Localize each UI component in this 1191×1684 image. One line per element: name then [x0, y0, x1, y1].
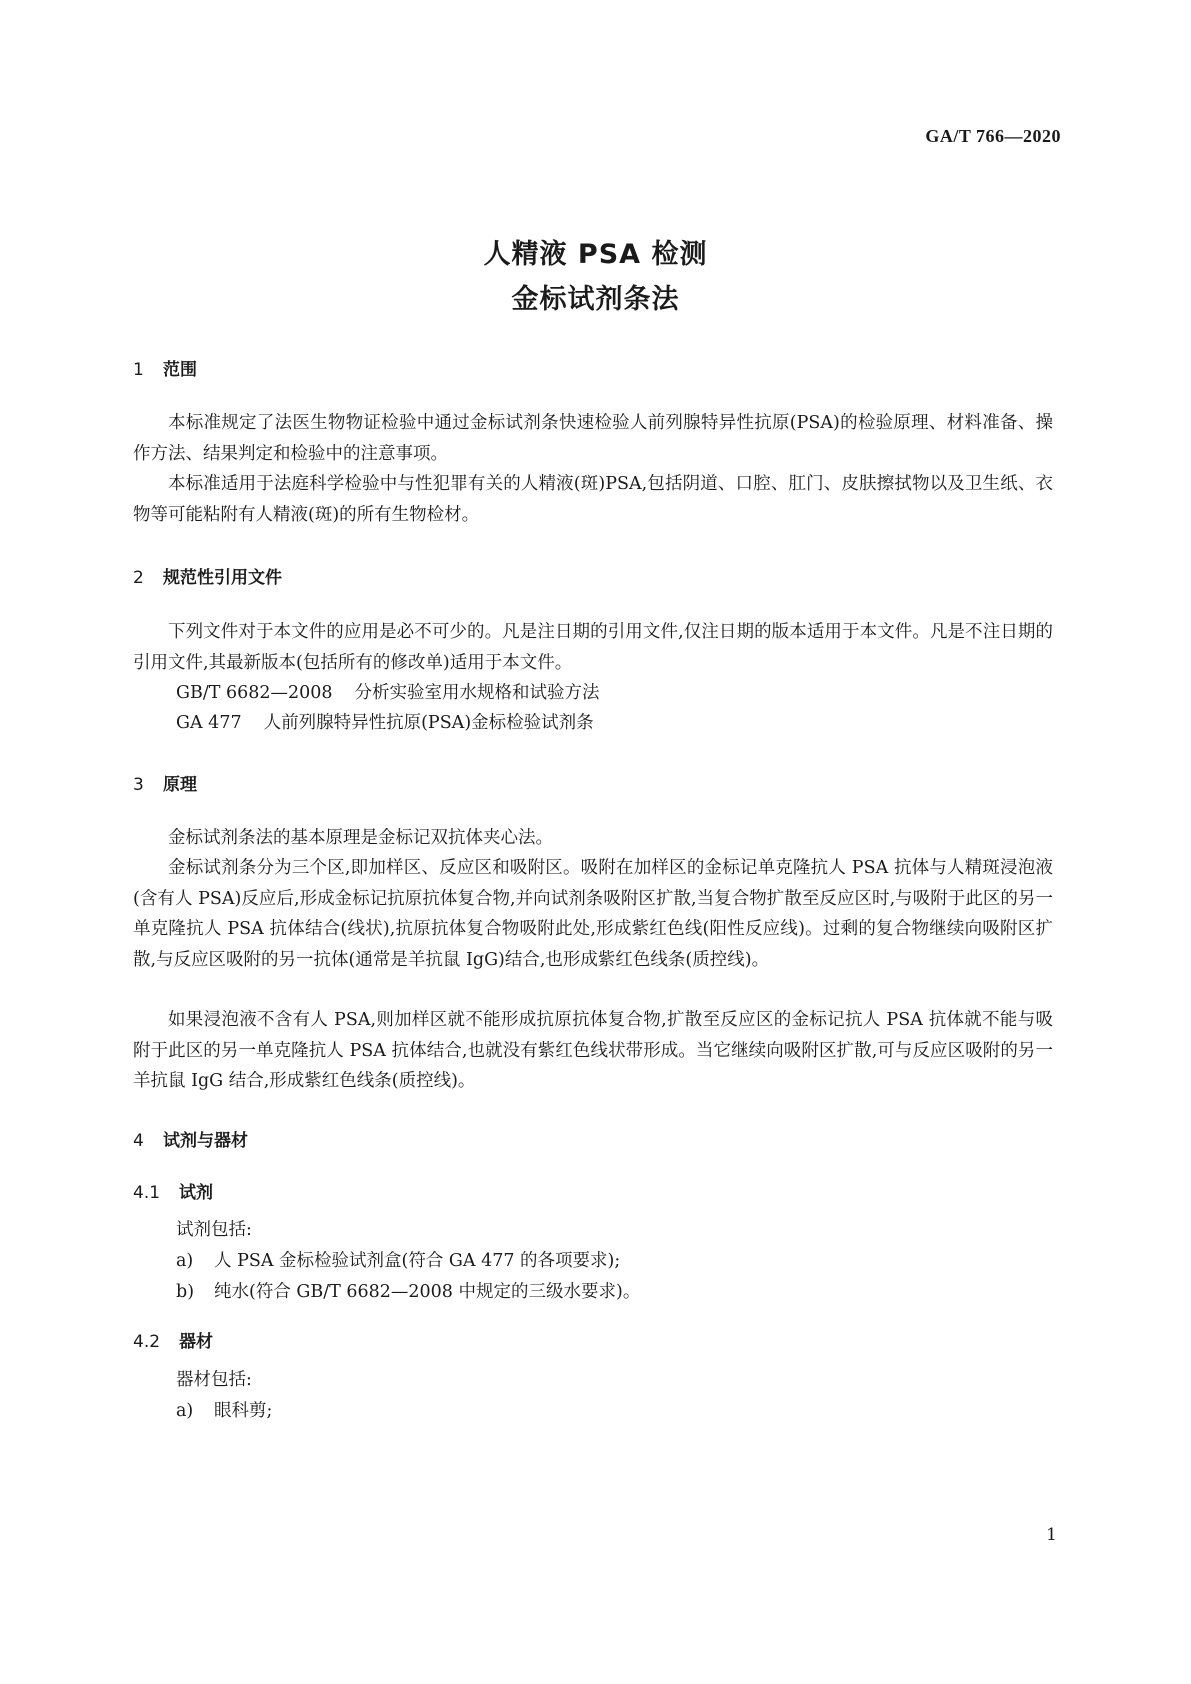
reference-name: 分析实验室用水规格和试验方法	[354, 683, 600, 703]
section-2-paragraph-1: 下列文件对于本文件的应用是必不可少的。凡是注日期的引用文件,仅注日期的版本适用于本文件。凡是不注日期的引用文件,其最新版本(包括所有的修改单)适用于本文件。	[133, 622, 1053, 673]
list-item	[176, 1246, 620, 1277]
section-3-paragraph-2: 金标试剂条分为三个区,即加样区、反应区和吸附区。吸附在加样区的金标记单克隆抗人 PSA 抗体与人精斑浸泡液(含有人 PSA)反应后,形成金标记抗原抗体复合物,并向试剂条吸附区扩散,当复合物扩散至反应区时,与吸附于此区的另一单克隆抗人 PSA 抗体结合(线状),抗原抗体复合物吸附此处,形成紫红色线(阳性反应线)。过剩的复合物继续向吸附区扩散,与反应区吸附的另一抗体(通常是羊抗鼠 IgG)结合,也形成紫红色线条(质控线)。	[133, 858, 1053, 970]
list-item	[176, 1277, 640, 1308]
section-title: 原理	[163, 775, 197, 795]
section-4-2-heading	[133, 1327, 213, 1352]
reference-item	[176, 708, 594, 739]
section-3-paragraph-1: 金标试剂条法的基本原理是金标记双抗体夹心法。	[168, 828, 553, 848]
reference-code: GA 477	[176, 713, 242, 733]
section-title: 规范性引用文件	[163, 568, 282, 588]
list-item-text: 眼科剪;	[214, 1401, 273, 1421]
section-1-heading	[133, 355, 197, 380]
section-1-paragraph-2: 本标准适用于法庭科学检验中与性犯罪有关的人精液(斑)PSA,包括阴道、口腔、肛门、皮肤擦拭物以及卫生纸、衣物等可能粘附有人精液(斑)的所有生物检材。	[133, 474, 1053, 525]
list-item-label: a)	[176, 1401, 194, 1421]
section-4-2-intro: 器材包括:	[176, 1370, 252, 1390]
section-number: 4	[133, 1131, 144, 1151]
section-number: 4.1	[133, 1183, 161, 1203]
title-line-2: 金标试剂条法	[511, 284, 680, 315]
section-3-paragraph-3: 如果浸泡液不含有人 PSA,则加样区就不能形成抗原抗体复合物,扩散至反应区的金标记抗人 PSA 抗体就不能与吸附于此区的另一单克隆抗人 PSA 抗体结合,也就没有紫红色线状带形成。当它继续向吸附区扩散,可与反应区吸附的另一羊抗鼠 IgG 结合,形成紫红色线条(质控线)。	[133, 1010, 1053, 1091]
list-item-label: a)	[176, 1251, 194, 1271]
section-4-1-intro: 试剂包括:	[176, 1220, 252, 1240]
section-3-heading	[133, 770, 197, 795]
section-title: 器材	[179, 1332, 213, 1352]
section-title: 试剂与器材	[163, 1131, 248, 1151]
list-item-label: b)	[176, 1282, 195, 1302]
standard-code: GA/T 766—2020	[925, 126, 1061, 146]
section-title: 范围	[163, 360, 197, 380]
section-2-heading	[133, 563, 282, 588]
section-4-heading	[133, 1126, 248, 1151]
reference-item	[176, 678, 600, 709]
section-4-1-heading	[133, 1178, 213, 1203]
page-number: 1	[1046, 1525, 1057, 1545]
section-1-paragraph-1: 本标准规定了法医生物物证检验中通过金标试剂条快速检验人前列腺特异性抗原(PSA)的检验原理、材料准备、操作方法、结果判定和检验中的注意事项。	[133, 413, 1053, 464]
list-item-text: 纯水(符合 GB/T 6682—2008 中规定的三级水要求)。	[214, 1282, 641, 1302]
list-item-text: 人 PSA 金标检验试剂盒(符合 GA 477 的各项要求);	[214, 1251, 621, 1271]
list-item	[176, 1396, 272, 1427]
section-number: 3	[133, 775, 144, 795]
reference-code: GB/T 6682—2008	[176, 683, 333, 703]
title-line-1: 人精液 PSA 检测	[483, 239, 708, 270]
section-title: 试剂	[179, 1183, 213, 1203]
section-number: 1	[133, 360, 144, 380]
section-number: 2	[133, 568, 144, 588]
reference-name: 人前列腺特异性抗原(PSA)金标检验试剂条	[263, 713, 594, 733]
section-number: 4.2	[133, 1332, 161, 1352]
